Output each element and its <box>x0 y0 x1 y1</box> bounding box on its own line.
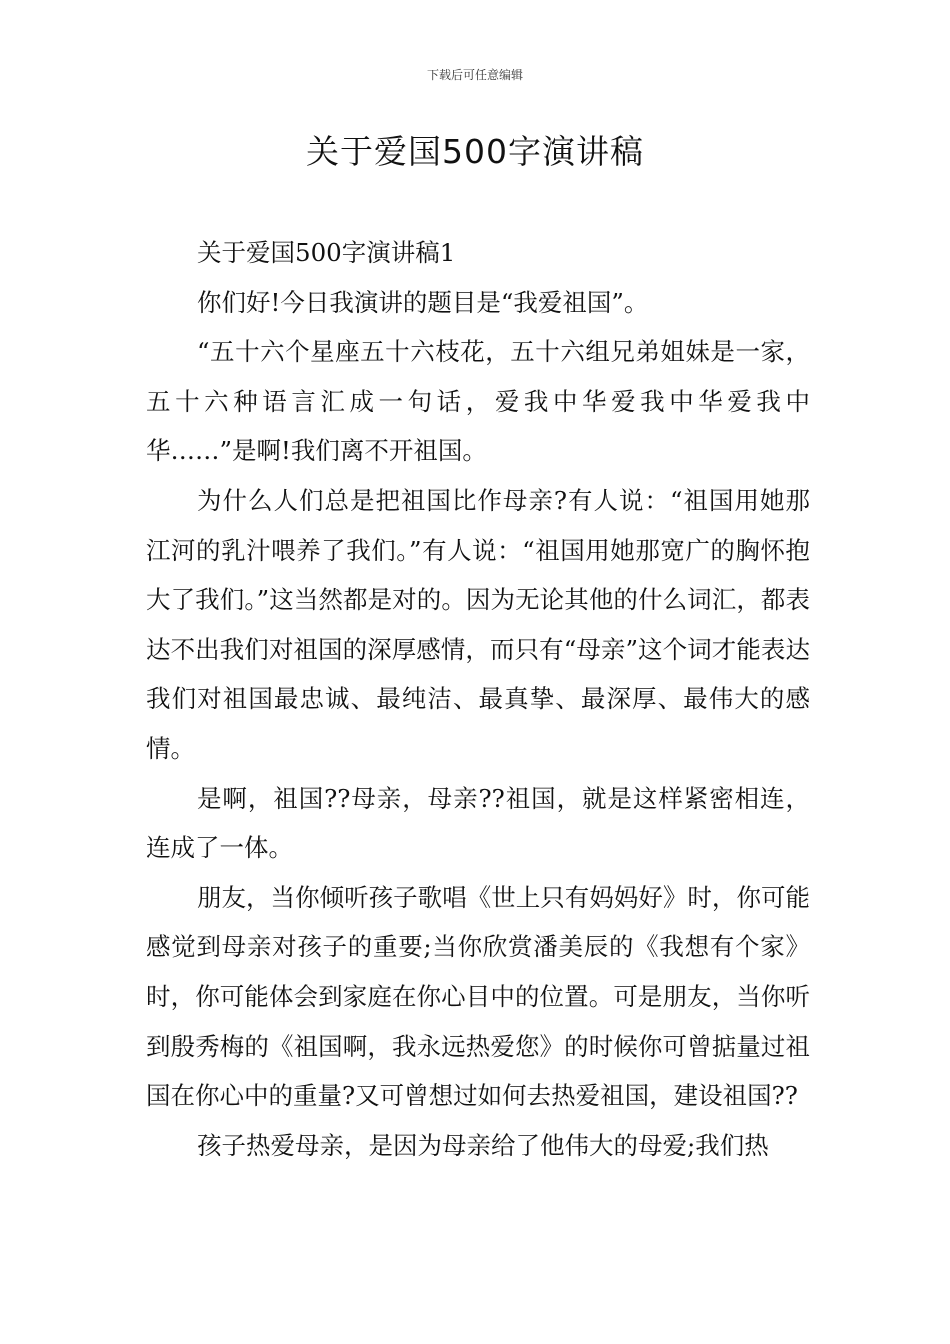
paragraph: 孩子热爱母亲，是因为母亲给了他伟大的母爱;我们热 <box>197 1130 769 1160</box>
header-note: 下载后可任意编辑 <box>426 68 523 82</box>
document-body <box>146 228 810 1170</box>
paragraph: 是啊，祖国??母亲，母亲??祖国，就是这样紧密相连，连成了一体。 <box>146 783 810 863</box>
paragraph-subtitle: 关于爱国500字演讲稿1 <box>197 238 456 267</box>
paragraph: “五十六个星座五十六枝花，五十六组兄弟姐妹是一家，五十六种语言汇成一句话，爱我中华爱我中华爱我中华……”是啊!我们离不开祖国。 <box>146 337 810 466</box>
paragraph: 朋友，当你倾听孩子歌唱《世上只有妈妈好》时，你可能感觉到母亲对孩子的重要;当你欣赏潘美辰的《我想有个家》时，你可能体会到家庭在你心目中的位置。可是朋友，当你听到殷秀梅的《祖国啊，我永远热爱您》的时候你可曾掂量过祖国在你心中的重量?又可曾想过如何去热爱祖国，建设祖国?? <box>146 882 810 1111</box>
document-title: 关于爱国500字演讲稿 <box>306 132 644 171</box>
paragraph-greeting: 你们好!今日我演讲的题目是“我爱祖国”。 <box>197 287 649 317</box>
paragraph: 为什么人们总是把祖国比作母亲?有人说：“祖国用她那江河的乳汁喂养了我们。”有人说：“祖国用她那宽广的胸怀抱大了我们。”这当然都是对的。因为无论其他的什么词汇，都表达不出我们对祖国的深厚感情，而只有“母亲”这个词才能表达我们对祖国最忠诚、最纯洁、最真挚、最深厚、最伟大的感情。 <box>146 485 810 763</box>
